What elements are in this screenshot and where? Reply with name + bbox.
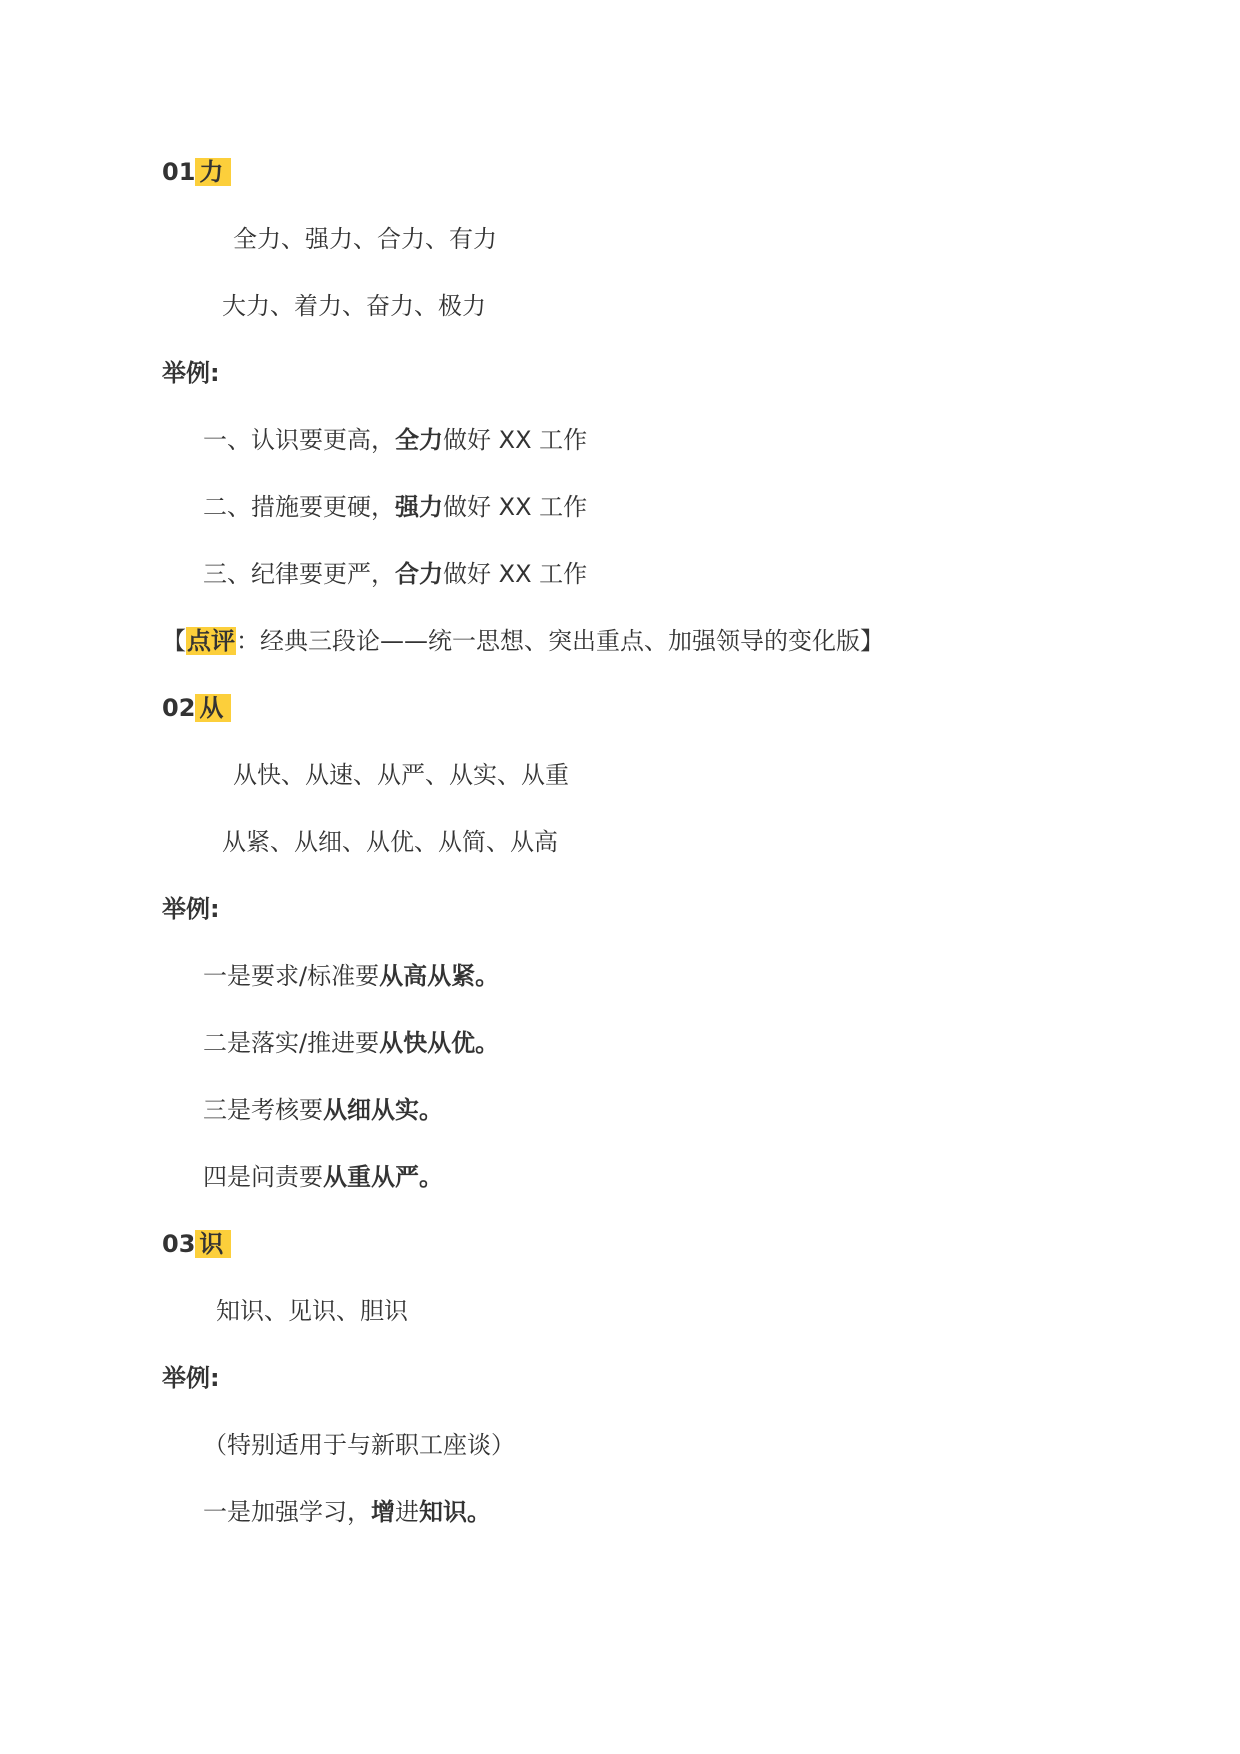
example-bold: 增 <box>371 1498 395 1526</box>
example-text: 四是问责要 <box>203 1163 323 1191</box>
section-keyword-highlight: 力 <box>195 158 231 186</box>
example-label: 举例: <box>162 1364 220 1392</box>
example-item <box>203 490 587 524</box>
example-text: 二是落实/推进要 <box>203 1029 380 1057</box>
example-bold: 强力 <box>395 493 443 521</box>
note-line: （特别适用于与新职工座谈） <box>203 1431 515 1459</box>
example-text: 三是考核要 <box>203 1096 323 1124</box>
example-item <box>203 959 499 993</box>
example-label: 举例: <box>162 359 220 387</box>
comment-line <box>162 624 884 658</box>
example-item <box>203 1495 491 1529</box>
section-heading-01 <box>162 155 231 189</box>
example-text: 进 <box>395 1498 419 1526</box>
comment-text: ：经典三段论——统一思想、突出重点、加强领导的变化版】 <box>236 627 884 655</box>
section-number: 02 <box>162 694 196 722</box>
example-text: 一是要求/标准要 <box>203 962 380 990</box>
example-bold: 知识。 <box>419 1498 491 1526</box>
word-list-line: 全力、强力、合力、有力 <box>233 225 497 253</box>
example-bold: 从快从优。 <box>379 1029 500 1057</box>
example-bold: 全力 <box>395 426 443 454</box>
section-number: 01 <box>162 158 196 186</box>
section-number: 03 <box>162 1230 196 1258</box>
example-text: 二、措施要更硬， <box>203 493 395 521</box>
comment-tag-highlight: 点评 <box>187 627 235 655</box>
example-bold: 从细从实。 <box>323 1096 443 1124</box>
example-text: 做好 XX 工作 <box>443 426 588 454</box>
example-text: 一是加强学习， <box>203 1498 371 1526</box>
word-list-line: 从快、从速、从严、从实、从重 <box>233 761 569 789</box>
example-bold: 从高从紧。 <box>379 962 500 990</box>
example-bold: 合力 <box>395 560 443 588</box>
section-keyword-highlight: 识 <box>195 1230 231 1258</box>
example-item <box>203 1026 499 1060</box>
example-text: 做好 XX 工作 <box>443 493 588 521</box>
example-item <box>203 1160 443 1194</box>
section-keyword-highlight: 从 <box>195 694 231 722</box>
example-item <box>203 1093 443 1127</box>
example-item <box>203 557 587 591</box>
section-heading-03 <box>162 1227 231 1261</box>
example-text: 一、认识要更高， <box>203 426 395 454</box>
example-label: 举例: <box>162 895 220 923</box>
word-list-line: 从紧、从细、从优、从简、从高 <box>222 828 558 856</box>
example-item <box>203 423 587 457</box>
section-heading-02 <box>162 691 231 725</box>
example-text: 做好 XX 工作 <box>443 560 588 588</box>
example-bold: 从重从严。 <box>323 1163 443 1191</box>
word-list-line: 大力、着力、奋力、极力 <box>222 292 486 320</box>
example-text: 三、纪律要更严， <box>203 560 395 588</box>
word-list-line: 知识、见识、胆识 <box>216 1297 408 1325</box>
comment-bracket: 【 <box>162 627 186 655</box>
